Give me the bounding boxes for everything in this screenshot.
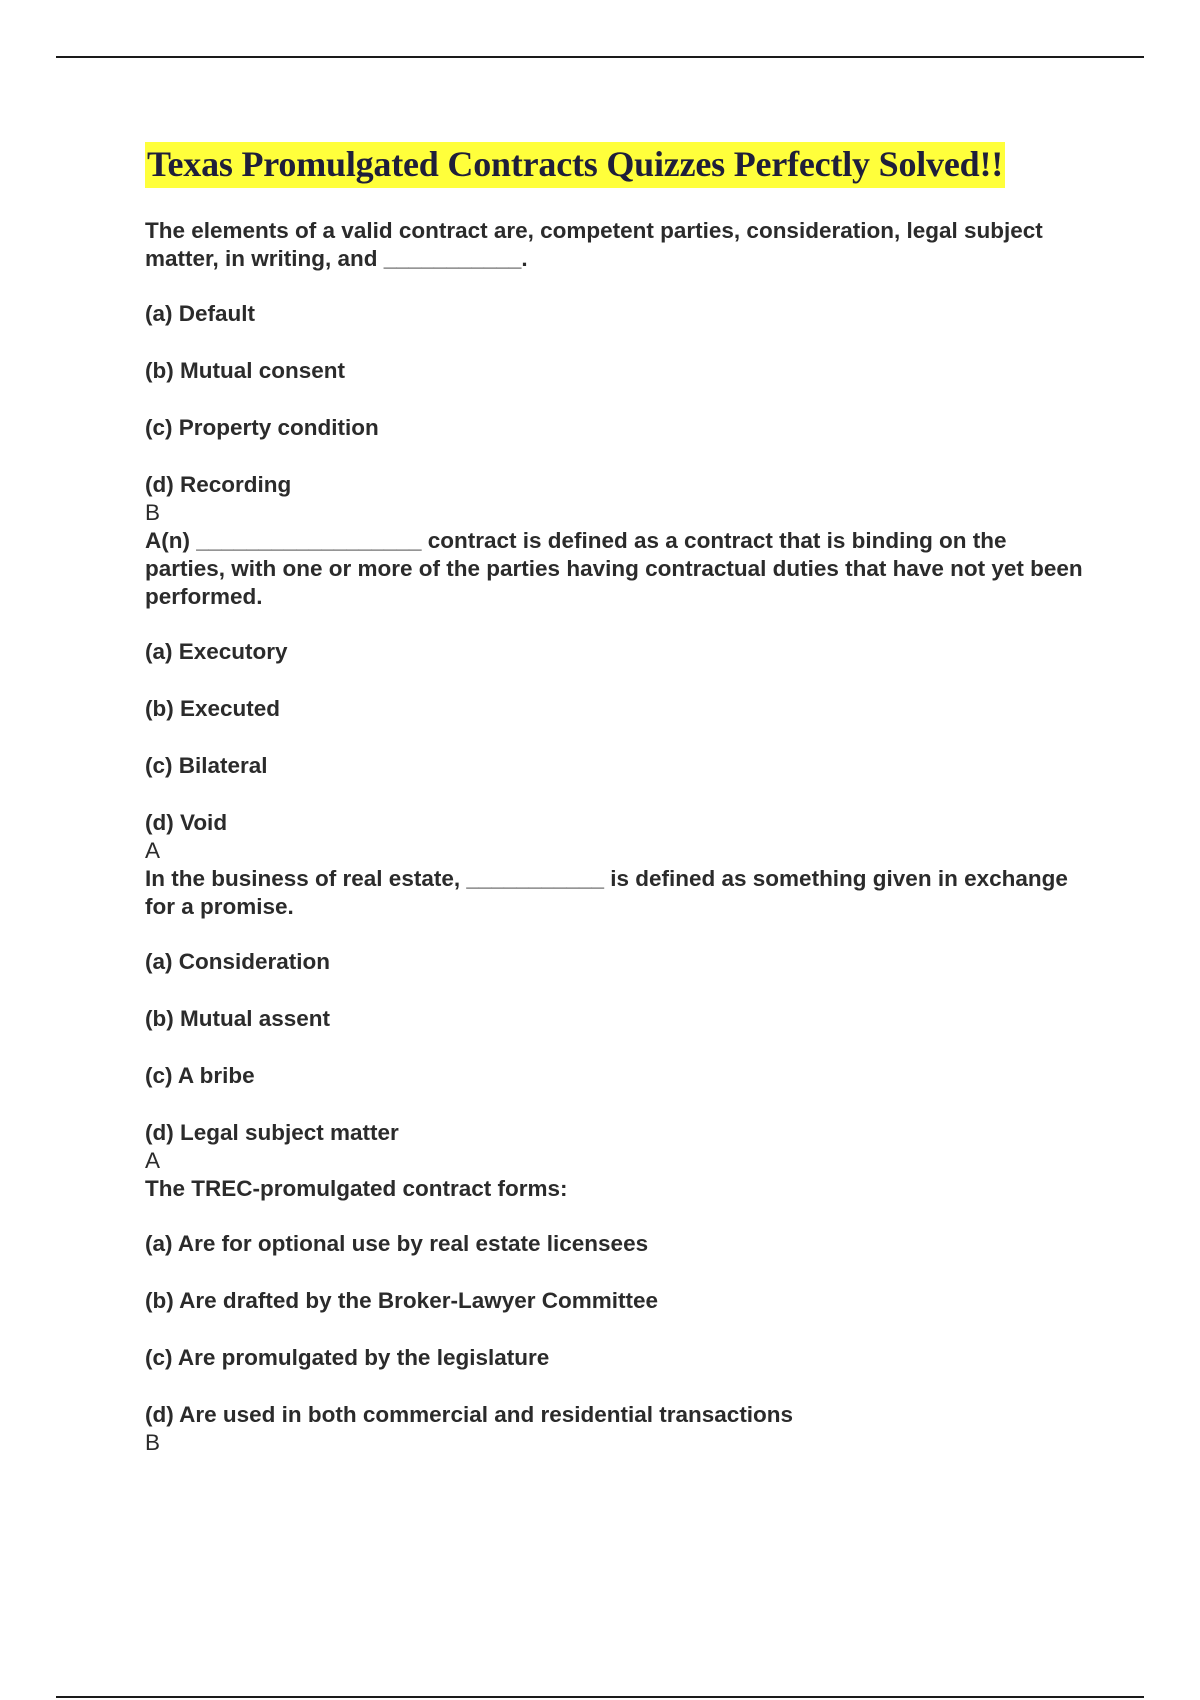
option-d: (d) Void [145, 810, 228, 835]
answer-key: A [145, 1148, 161, 1173]
option-a: (a) Consideration [145, 949, 331, 974]
option-c: (c) Bilateral [145, 753, 268, 778]
option-b: (b) Mutual consent [145, 358, 345, 383]
option-a: (a) Default [145, 301, 256, 326]
bottom-rule [56, 1696, 1144, 1698]
question-text: A(n) __________________ contract is defined as a contract that is binding on the parties, with one or more of the parties having contractual duties that have not yet been performed. [145, 528, 1083, 609]
question-block [145, 1175, 1085, 1457]
option-a: (a) Are for optional use by real estate licensees [145, 1231, 649, 1256]
option-d: (d) Recording [145, 472, 292, 497]
document-body [145, 142, 1085, 1457]
option-b: (b) Mutual assent [145, 1006, 331, 1031]
question-text: The elements of a valid contract are, competent parties, consideration, legal subject matter, in writing, and ___________. [145, 218, 1043, 271]
document-title: Texas Promulgated Contracts Quizzes Perfectly Solved!! [145, 142, 1005, 188]
option-d: (d) Are used in both commercial and residential transactions [145, 1402, 794, 1427]
answer-key: B [145, 1430, 161, 1455]
question-block [145, 865, 1085, 1175]
question-block [145, 217, 1085, 527]
option-b: (b) Executed [145, 696, 281, 721]
question-text: In the business of real estate, ___________ is defined as something given in exchange for a promise. [145, 866, 1068, 919]
option-c: (c) A bribe [145, 1063, 255, 1088]
option-b: (b) Are drafted by the Broker-Lawyer Committee [145, 1288, 659, 1313]
question-text: The TREC-promulgated contract forms: [145, 1176, 568, 1201]
option-c: (c) Property condition [145, 415, 379, 440]
option-d: (d) Legal subject matter [145, 1120, 399, 1145]
answer-key: B [145, 500, 161, 525]
top-rule [56, 56, 1144, 58]
option-c: (c) Are promulgated by the legislature [145, 1345, 550, 1370]
answer-key: A [145, 838, 161, 863]
option-a: (a) Executory [145, 639, 288, 664]
question-block [145, 527, 1085, 865]
